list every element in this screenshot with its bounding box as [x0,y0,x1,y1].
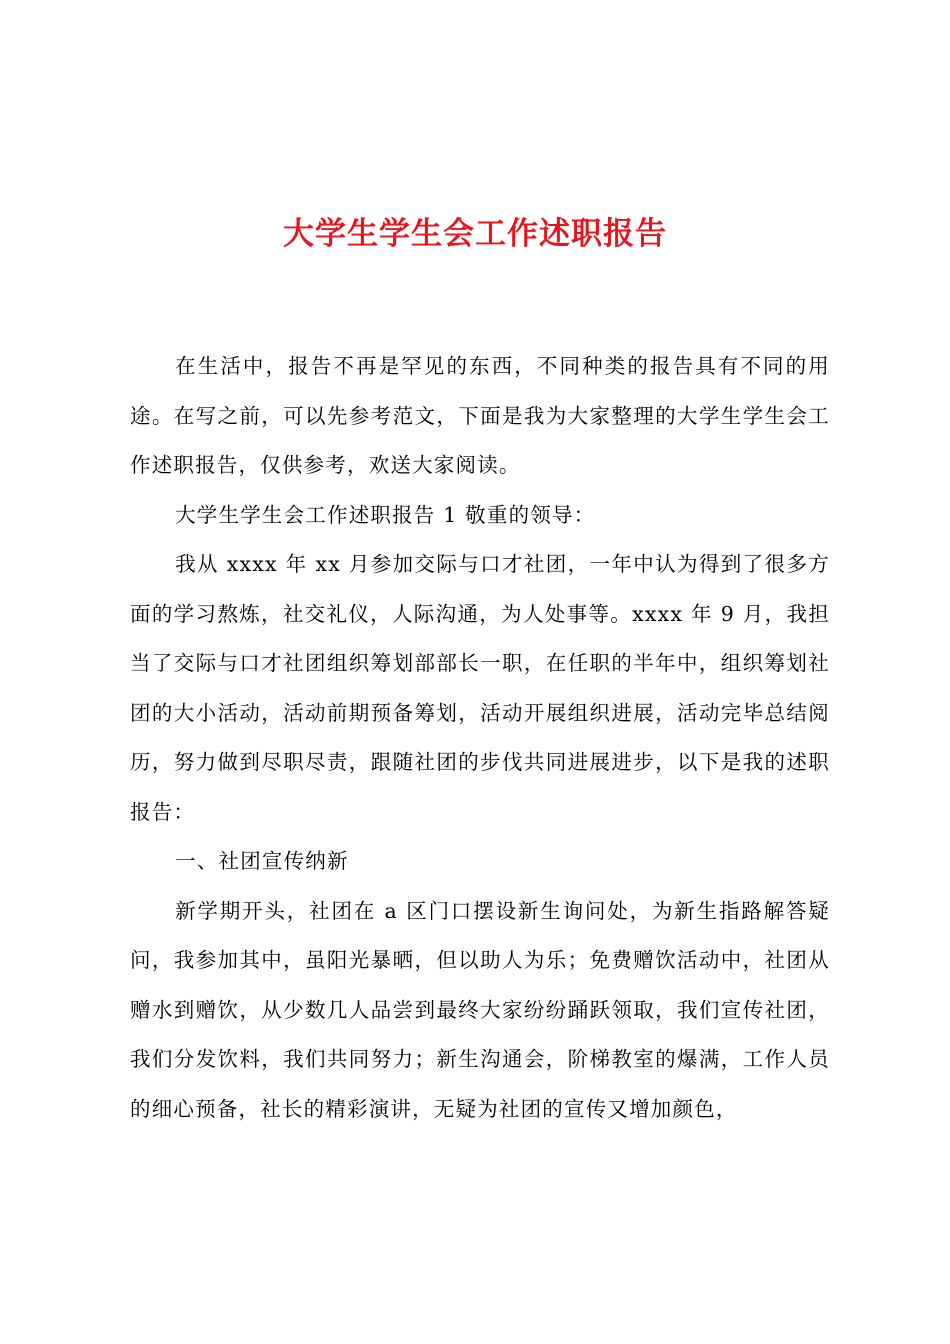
section-heading: 一、社团宣传纳新 [175,849,349,873]
document-body [130,342,830,1134]
report-heading-paragraph: 大学生学生会工作述职报告 1 敬重的领导： [175,502,596,527]
document-title: 大学生学生会工作述职报告 [283,216,667,252]
recruitment-paragraph: 新学期开头，社团在 a 区门口摆设新生询问处，为新生指路解答疑问，我参加其中，虽阳光暴晒，但以助人为乐；免费赠饮活动中，社团从赠水到赠饮，从少数几人品尝到最终大家纷纷踊跃领取，我们宣传社团，我们分发饮料，我们共同努力；新生沟通会，阶梯教室的爆满，工作人员的细心预备，社长的精彩演讲，无疑为社团的宣传又增加颜色， [130,898,830,1121]
experience-paragraph: 我从 xxxx 年 xx 月参加交际与口才社团，一年中认为得到了很多方面的学习熬炼，社交礼仪，人际沟通，为人处事等。xxxx 年 9 月，我担当了交际与口才社团组织筹划部部长一职，在任职的半年中，组织筹划社团的大小活动，活动前期预备筹划，活动开展组织进展，活动完毕总结阅历，努力做到尽职尽责，跟随社团的步伐共同进展进步，以下是我的述职报告： [130,552,830,824]
intro-paragraph: 在生活中，报告不再是罕见的东西，不同种类的报告具有不同的用途。在写之前，可以先参考范文，下面是我为大家整理的大学生学生会工作述职报告，仅供参考，欢送大家阅读。 [130,354,830,477]
